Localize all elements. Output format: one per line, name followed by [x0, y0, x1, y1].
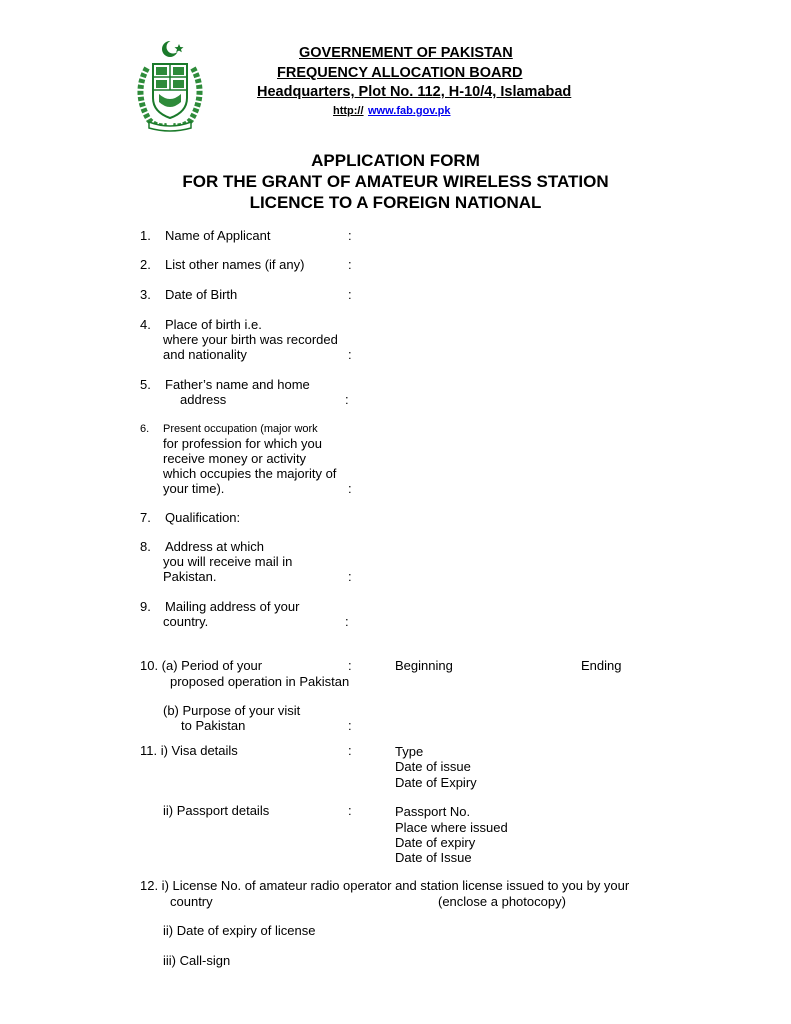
item-4-colon: :	[348, 347, 352, 362]
item-9-colon: :	[345, 614, 349, 629]
item-12-photocopy-note: (enclose a photocopy)	[438, 894, 566, 909]
item-1-colon: :	[348, 228, 352, 243]
item-4-line-2: where your birth was recorded	[163, 332, 338, 347]
item-9-number: 9.	[140, 599, 151, 614]
item-5-line-1: Father’s name and home	[165, 377, 310, 392]
item-2-colon: :	[348, 257, 352, 272]
item-2-number: 2.	[140, 257, 151, 272]
visa-date-of-issue: Date of issue	[395, 759, 471, 774]
visa-date-of-expiry: Date of Expiry	[395, 775, 477, 790]
passport-date-of-issue: Date of Issue	[395, 850, 472, 865]
item-10-ending: Ending	[581, 658, 622, 673]
passport-number: Passport No.	[395, 804, 471, 819]
item-10b-line-1: (b) Purpose of your visit	[163, 703, 301, 718]
item-12-line-2: country	[170, 894, 213, 909]
item-3-colon: :	[348, 287, 352, 302]
website-link[interactable]: www.fab.gov.pk	[368, 105, 451, 117]
item-6-colon: :	[348, 481, 352, 496]
item-8-colon: :	[348, 569, 352, 584]
item-10-colon: :	[348, 658, 352, 673]
item-7-label: Qualification:	[165, 510, 241, 525]
item-12-line-1: 12. i) License No. of amateur radio operator and station license issued to you by your	[140, 878, 630, 893]
item-12-license-expiry: ii) Date of expiry of license	[163, 923, 316, 938]
item-8-number: 8.	[140, 539, 151, 554]
item-10-beginning: Beginning	[395, 658, 453, 673]
item-8-line-1: Address at which	[165, 539, 264, 554]
header-board: FREQUENCY ALLOCATION BOARD	[277, 65, 523, 81]
item-6-line-5: your time).	[163, 481, 225, 496]
item-10-line-2: proposed operation in Pakistan	[170, 674, 350, 689]
item-8-line-3: Pakistan.	[163, 569, 217, 584]
form-title: APPLICATION FORM	[311, 151, 480, 170]
passport-place-issued: Place where issued	[395, 820, 508, 835]
item-4-line-3: and nationality	[163, 347, 247, 362]
item-2-label: List other names (if any)	[165, 257, 305, 272]
item-1-label: Name of Applicant	[165, 228, 271, 243]
header-government: GOVERNEMENT OF PAKISTAN	[299, 45, 513, 61]
item-11-passport-colon: :	[348, 803, 352, 818]
item-6-line-3: receive money or activity	[163, 451, 307, 466]
item-6-number: 6.	[140, 423, 150, 435]
item-10-line-1: 10. (a) Period of your	[140, 658, 263, 673]
item-11-visa-colon: :	[348, 743, 352, 758]
item-7-number: 7.	[140, 510, 151, 525]
item-4-line-1: Place of birth i.e.	[165, 317, 262, 332]
item-5-colon: :	[345, 392, 349, 407]
passport-date-of-expiry: Date of expiry	[395, 835, 476, 850]
form-subtitle-2: LICENCE TO A FOREIGN NATIONAL	[249, 193, 542, 212]
header-website	[333, 101, 451, 119]
item-9-line-1: Mailing address of your	[165, 599, 300, 614]
visa-type: Type	[395, 744, 424, 759]
item-3-label: Date of Birth	[165, 287, 238, 302]
header-address: Headquarters, Plot No. 112, H-10/4, Islamabad	[257, 84, 572, 100]
item-11-visa-label: 11. i) Visa details	[140, 743, 238, 758]
item-3-number: 3.	[140, 287, 151, 302]
item-12-call-sign: iii) Call-sign	[163, 953, 231, 968]
item-6-line-1: Present occupation (major work	[163, 423, 318, 435]
item-10b-line-2: to Pakistan	[181, 718, 246, 733]
item-8-line-2: you will receive mail in	[163, 554, 293, 569]
item-6-line-2: for profession for which you	[163, 436, 322, 451]
item-1-number: 1.	[140, 228, 151, 243]
item-5-number: 5.	[140, 377, 151, 392]
item-10b-colon: :	[348, 718, 352, 733]
form-subtitle-1: FOR THE GRANT OF AMATEUR WIRELESS STATION	[182, 172, 609, 191]
item-9-line-2: country.	[163, 614, 209, 629]
http-prefix: http://	[333, 105, 364, 117]
item-6-line-4: which occupies the majority of	[163, 466, 337, 481]
item-11-passport-label: ii) Passport details	[163, 803, 270, 818]
item-5-line-2: address	[180, 392, 227, 407]
item-4-number: 4.	[140, 317, 151, 332]
pakistan-emblem	[127, 38, 213, 133]
